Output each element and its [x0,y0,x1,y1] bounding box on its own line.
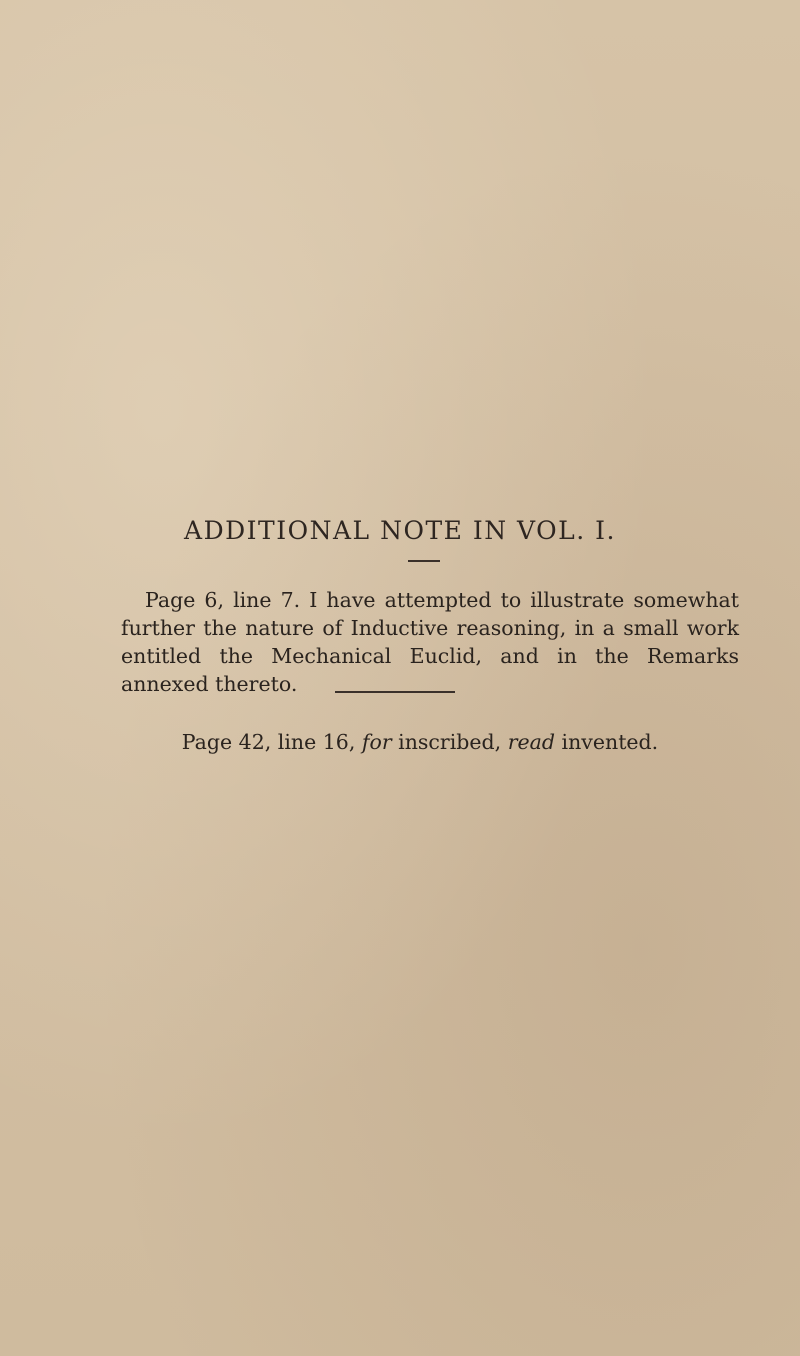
erratum-for-word: for [361,730,392,754]
short-divider-rule [408,560,440,562]
erratum-line [0,730,800,754]
long-divider-rule [335,691,455,693]
page-title: ADDITIONAL NOTE IN VOL. I. [184,516,616,545]
erratum-wrong-text: inscribed, [398,730,502,754]
erratum-read-word: read [507,730,555,754]
erratum-location: Page 42, line 16, [181,730,356,754]
note-paragraph: Page 6, line 7. I have attempted to illustrate somewhat further the nature of Inductive reasoning, in a small work entitled the Mechanical Euclid, and in the Remarks annexed thereto. [121,588,739,696]
erratum-correct-text: invented. [561,730,659,754]
